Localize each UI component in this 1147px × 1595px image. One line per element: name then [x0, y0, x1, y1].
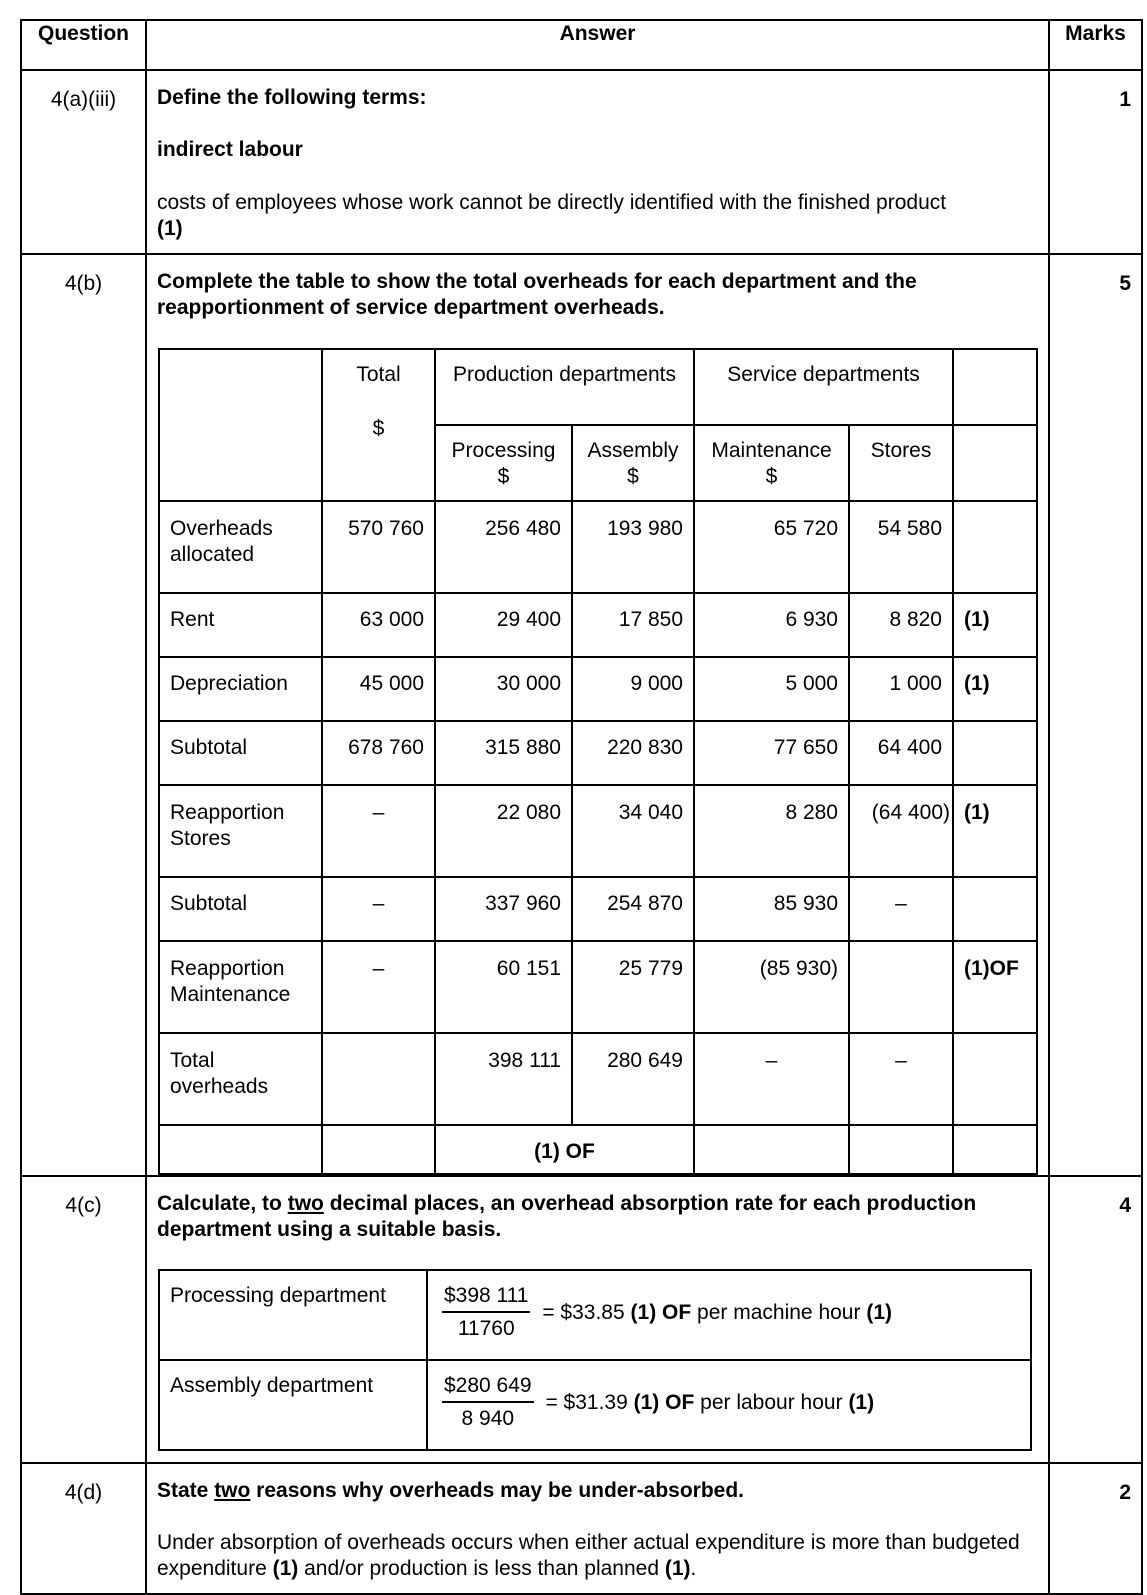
question-4c-row: [21, 1176, 1142, 1463]
basis: per machine hour: [697, 1300, 861, 1324]
cell-total: 45 000: [322, 657, 435, 721]
overhead-row: [159, 1033, 1037, 1125]
cell-processing: 337 960: [435, 877, 572, 941]
of-mark: OF: [662, 1300, 692, 1324]
prompt-part: State: [157, 1478, 215, 1502]
numerator: $280 649: [442, 1373, 534, 1403]
cell-assembly: 280 649: [572, 1033, 694, 1125]
of-mark: OF: [665, 1390, 695, 1414]
processing-label: Processing: [451, 438, 556, 462]
denominator: 11760: [457, 1317, 515, 1341]
cell-assembly: 254 870: [572, 877, 694, 941]
cell-total: –: [322, 785, 435, 877]
maintenance-label: Maintenance: [711, 438, 832, 462]
absorption-rate-table: [158, 1269, 1032, 1451]
cell-label: Rent: [159, 593, 322, 657]
prompt-part: Calculate, to: [157, 1191, 288, 1215]
question-prompt: [157, 1191, 1038, 1244]
mark-ref: (1): [848, 1390, 875, 1414]
rate-row: [159, 1360, 1031, 1450]
mark-ref: (1): [272, 1557, 299, 1580]
rate-calculation: [427, 1360, 1031, 1450]
cell-maintenance: –: [694, 1033, 849, 1125]
total-label: Total: [356, 362, 401, 386]
cell-assembly: 34 040: [572, 785, 694, 877]
assembly-header: [572, 425, 694, 501]
overhead-row: [159, 721, 1037, 785]
footer-blank: [849, 1125, 953, 1174]
header-answer: Answer: [146, 20, 1049, 70]
cell-stores: [849, 941, 953, 1033]
total-unit: $: [372, 416, 385, 440]
cell-maintenance: 77 650: [694, 721, 849, 785]
cell-assembly: 9 000: [572, 657, 694, 721]
cell-maintenance: 85 930: [694, 877, 849, 941]
cell-maintenance: 6 930: [694, 593, 849, 657]
cell-stores: 54 580: [849, 501, 953, 593]
footer-blank: [694, 1125, 849, 1174]
question-4b-row: [21, 254, 1142, 1176]
question-prompt: Complete the table to show the total overheads for each department and the reapportionment of service department overheads.: [157, 270, 917, 320]
result: = $31.39: [545, 1390, 628, 1414]
unit: $: [627, 464, 639, 488]
overhead-row: [159, 785, 1037, 877]
cell-mark: (1)OF: [953, 941, 1037, 1033]
marks-value: 1: [1049, 70, 1142, 254]
mark-ref: (1): [157, 216, 183, 240]
overhead-row: [159, 501, 1037, 593]
cell-total: 63 000: [322, 593, 435, 657]
basis: per labour hour: [700, 1390, 843, 1414]
mark-ref: (1): [630, 1300, 657, 1324]
answer-cell: [146, 1176, 1049, 1463]
cell-mark: [953, 721, 1037, 785]
service-header: Service departments: [694, 349, 953, 425]
header-question: Question: [21, 20, 146, 70]
cell-label: Total overheads: [159, 1033, 322, 1125]
cell-label: Reapportion Stores: [159, 785, 322, 877]
cell-stores: –: [849, 1033, 953, 1125]
answer-part: Under absorption of overheads occurs when either actual expenditure is more than budgeted expenditure: [157, 1530, 1020, 1580]
cell-processing: 30 000: [435, 657, 572, 721]
question-number: 4(b): [21, 254, 146, 1176]
cell-processing: 398 111: [435, 1033, 572, 1125]
processing-header: [435, 425, 572, 501]
production-header: Production departments: [435, 349, 694, 425]
cell-assembly: 17 850: [572, 593, 694, 657]
fraction: [442, 1373, 534, 1433]
question-number: 4(a)(iii): [21, 70, 146, 254]
cell-mark: (1): [953, 657, 1037, 721]
blank-header: [953, 349, 1037, 425]
answer-body: costs of employees whose work cannot be directly identified with the finished product: [157, 190, 947, 214]
stores-header: Stores: [849, 425, 953, 501]
cell-mark: (1): [953, 593, 1037, 657]
department-label: Processing department: [159, 1270, 427, 1360]
cell-mark: (1): [953, 785, 1037, 877]
rate-calculation: [427, 1270, 1031, 1360]
question-prompt: [157, 1478, 1038, 1504]
footer-blank: [322, 1125, 435, 1174]
cell-label: Reapportion Maintenance: [159, 941, 322, 1033]
cell-processing: 22 080: [435, 785, 572, 877]
maintenance-header: [694, 425, 849, 501]
fraction: [442, 1283, 530, 1343]
cell-label: Overheads allocated: [159, 501, 322, 593]
cell-processing: 315 880: [435, 721, 572, 785]
footer-mark: (1) OF: [435, 1125, 694, 1174]
rate-row: [159, 1270, 1031, 1360]
rate-result: [545, 1391, 874, 1414]
prompt-underlined: two: [287, 1191, 324, 1215]
cell-processing: 256 480: [435, 501, 572, 593]
header-row: [21, 20, 1142, 70]
footer-blank: [159, 1125, 322, 1174]
prompt-part: reasons why overheads may be under-absorbed.: [250, 1478, 745, 1502]
cell-total: 678 760: [322, 721, 435, 785]
mark-ref: (1): [633, 1390, 660, 1414]
overhead-row: [159, 593, 1037, 657]
term-heading: indirect labour: [157, 138, 303, 162]
question-number: 4(c): [21, 1176, 146, 1463]
cell-label: Subtotal: [159, 721, 322, 785]
mark-ref: (1): [664, 1557, 691, 1580]
cell-assembly: 220 830: [572, 721, 694, 785]
cell-processing: 60 151: [435, 941, 572, 1033]
unit: $: [765, 464, 778, 488]
answer-part: and/or production is less than planned: [298, 1557, 665, 1580]
overheads-table: [158, 348, 1038, 1175]
cell-stores: 8 820: [849, 593, 953, 657]
cell-maintenance: 5 000: [694, 657, 849, 721]
cell-stores: 1 000: [849, 657, 953, 721]
marks-value: 5: [1049, 254, 1142, 1176]
cell-label: Subtotal: [159, 877, 322, 941]
blank-header: [953, 425, 1037, 501]
cell-maintenance: 8 280: [694, 785, 849, 877]
marks-value: 2: [1049, 1463, 1142, 1594]
cell-total: –: [322, 941, 435, 1033]
mark-ref: (1): [866, 1300, 892, 1324]
prompt-underlined: two: [214, 1478, 251, 1502]
cell-maintenance: 65 720: [694, 501, 849, 593]
cell-mark: [953, 877, 1037, 941]
cell-mark: [953, 1033, 1037, 1125]
answer-text: [157, 190, 1038, 243]
header-marks: Marks: [1049, 20, 1142, 70]
overhead-row: [159, 941, 1037, 1033]
answer-cell: [146, 254, 1049, 1176]
overhead-row: [159, 657, 1037, 721]
overhead-row: [159, 877, 1037, 941]
footer-blank: [953, 1125, 1037, 1174]
cell-maintenance: (85 930): [694, 941, 849, 1033]
cell-stores: 64 400: [849, 721, 953, 785]
question-4d-row: [21, 1463, 1142, 1594]
department-label: Assembly department: [159, 1360, 427, 1450]
result: = $33.85: [542, 1300, 625, 1324]
question-4a-row: [21, 70, 1142, 254]
denominator: 8 940: [461, 1407, 515, 1431]
total-header: [322, 349, 435, 501]
answer-cell: [146, 1463, 1049, 1594]
blank-header: [159, 349, 322, 501]
question-prompt: Define the following terms:: [157, 86, 427, 109]
cell-label: Depreciation: [159, 657, 322, 721]
cell-mark: [953, 501, 1037, 593]
cell-processing: 29 400: [435, 593, 572, 657]
answer-cell: [146, 70, 1049, 254]
assembly-label: Assembly: [587, 438, 679, 462]
cell-stores: –: [849, 877, 953, 941]
cell-stores: (64 400): [849, 785, 953, 877]
marks-value: 4: [1049, 1176, 1142, 1463]
cell-assembly: 193 980: [572, 501, 694, 593]
mark-scheme-table: [20, 19, 1143, 1595]
cell-total: [322, 1033, 435, 1125]
numerator: $398 111: [442, 1283, 530, 1313]
cell-assembly: 25 779: [572, 941, 694, 1033]
prompt-part: decimal places, an overhead absorption rate for each production department using a suitable basis.: [157, 1191, 977, 1241]
answer-part: .: [690, 1557, 697, 1580]
question-number: 4(d): [21, 1463, 146, 1594]
cell-total: –: [322, 877, 435, 941]
unit: $: [497, 464, 510, 488]
cell-total: 570 760: [322, 501, 435, 593]
answer-text: [157, 1530, 1038, 1583]
rate-result: [542, 1301, 892, 1324]
